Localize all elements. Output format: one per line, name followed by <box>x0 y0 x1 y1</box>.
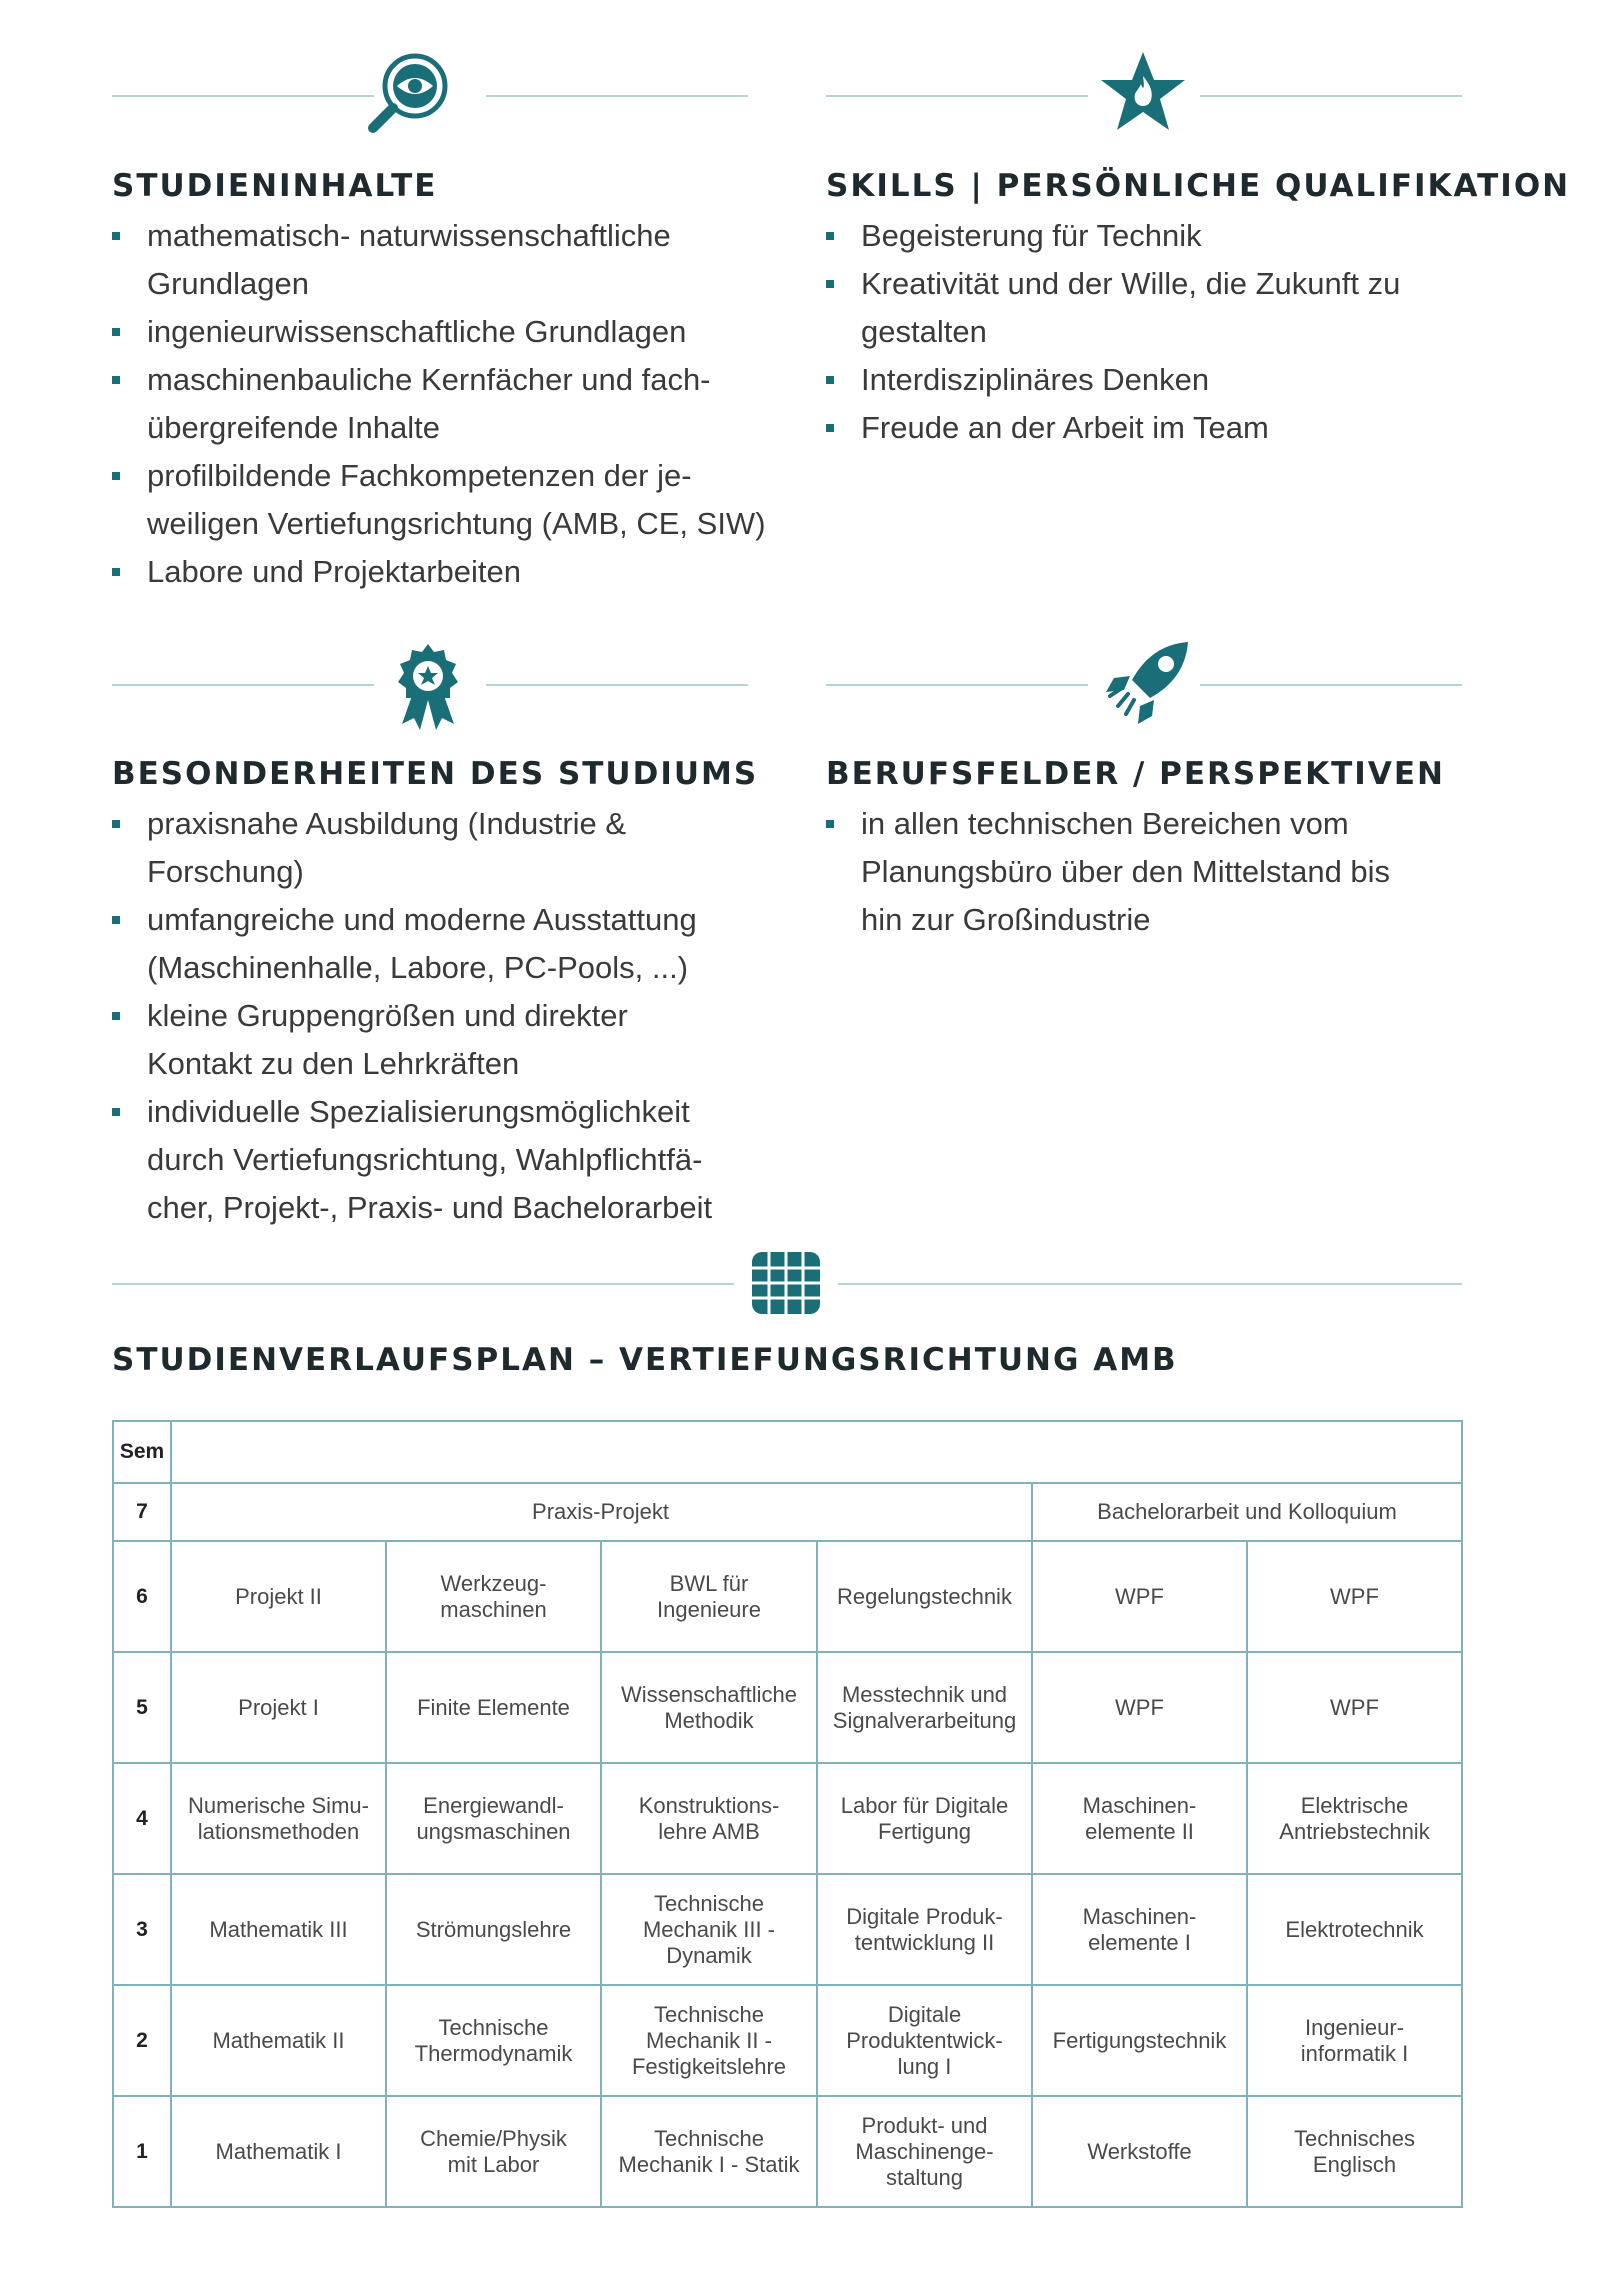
course-cell-line: Maschinenge- <box>855 2138 994 2164</box>
course-cell-line: Englisch <box>1312 2151 1397 2177</box>
course-cell-line: Mechanik III - <box>642 1916 776 1942</box>
skills-list-item-line: gestalten <box>861 314 987 349</box>
skills-list <box>826 212 1466 452</box>
studieninhalte-list-item <box>112 356 792 452</box>
course-cell-line: Produktentwick- <box>846 2027 1003 2053</box>
besonderheiten-title: BESONDERHEITEN DES STUDIUMS <box>112 756 759 792</box>
skills-list-item-line: Begeisterung für Technik <box>861 218 1202 253</box>
course-cell-line: Finite Elemente <box>417 1694 570 1720</box>
course-cell <box>601 1874 817 1985</box>
studieninhalte-title: STUDIENINHALTE <box>112 168 438 204</box>
course-cell-line: elemente I <box>1088 1929 1191 1955</box>
course-cell-line: Strömungslehre <box>415 1916 572 1942</box>
divider-besonderheiten-right <box>486 684 748 686</box>
divider-berufsfelder-left <box>826 684 1088 686</box>
course-cell <box>386 1763 601 1874</box>
besonderheiten-list-item-line: individuelle Spezialisierungsmöglichkeit <box>147 1094 690 1129</box>
divider-plan-left <box>112 1283 734 1285</box>
course-cell <box>171 1541 386 1652</box>
course-cell <box>817 1541 1032 1652</box>
sem-number: 2 <box>113 1985 171 2096</box>
course-cell <box>1032 1874 1247 1985</box>
course-cell-line: staltung <box>885 2164 964 2190</box>
plan-header-row <box>113 1421 1462 1483</box>
course-cell <box>601 1763 817 1874</box>
course-cell <box>601 1541 817 1652</box>
course-cell-line: Mathematik II <box>212 2027 345 2053</box>
course-cell <box>1032 1763 1247 1874</box>
course-cell-line: ungsmaschinen <box>416 1818 571 1844</box>
plan-row <box>113 1874 1462 1985</box>
course-cell-line: Regelungstechnik <box>837 1583 1012 1609</box>
sem-number: 4 <box>113 1763 171 1874</box>
course-cell-line: Technische <box>653 1890 765 1916</box>
course-cell-line: mit Labor <box>447 2151 540 2177</box>
divider-skills-left <box>826 95 1088 97</box>
course-cell <box>817 1652 1032 1763</box>
course-cell <box>386 1652 601 1763</box>
studieninhalte-list-item <box>112 452 792 548</box>
studieninhalte-list-item-line: Labore und Projektarbeiten <box>147 554 521 589</box>
plan-row <box>113 1985 1462 2096</box>
berufsfelder-list-item-line: hin zur Großindustrie <box>861 902 1151 937</box>
divider-studieninhalte-left <box>112 95 374 97</box>
skills-list-item <box>826 404 1466 452</box>
course-cell <box>1247 1652 1462 1763</box>
course-cell <box>817 1763 1032 1874</box>
course-cell-line: Elektrotechnik <box>1285 1916 1424 1942</box>
studieninhalte-list <box>112 212 792 596</box>
course-cell-line: Elektrische <box>1300 1792 1409 1818</box>
award-rosette-icon <box>380 638 476 734</box>
course-cell-line: Messtechnik und <box>841 1681 1008 1707</box>
divider-studieninhalte-right <box>486 95 748 97</box>
course-cell <box>817 1985 1032 2096</box>
rocket-icon <box>1100 636 1196 732</box>
course-cell <box>171 1652 386 1763</box>
course-cell-line: Signalverarbeitung <box>832 1707 1017 1733</box>
skills-list-item <box>826 260 1466 356</box>
course-cell <box>1032 1985 1247 2096</box>
studieninhalte-list-item <box>112 308 792 356</box>
course-cell-line: Werkstoffe <box>1087 2138 1192 2164</box>
course-cell-line: Technische <box>438 2014 549 2040</box>
berufsfelder-list-item-line: Planungsbüro über den Mittelstand bis <box>861 854 1391 889</box>
course-cell-line: BWL für <box>669 1570 749 1596</box>
besonderheiten-list <box>112 800 792 1232</box>
plan-row <box>113 1763 1462 1874</box>
star-flame-icon <box>1095 46 1191 142</box>
course-cell-line: Ingenieur- <box>1304 2014 1405 2040</box>
studieninhalte-list-item-line: weiligen Vertiefungsrichtung (AMB, CE, SIW) <box>147 506 766 541</box>
studieninhalte-list-item <box>112 548 792 596</box>
plan-row <box>113 1652 1462 1763</box>
studieninhalte-list-item-line: maschinenbauliche Kernfächer und fach- <box>147 362 711 397</box>
course-cell-line: Digitale <box>887 2001 962 2027</box>
course-cell-line: elemente II <box>1085 1818 1194 1844</box>
course-cell-line: Technisches <box>1293 2125 1416 2151</box>
divider-skills-right <box>1200 95 1462 97</box>
course-cell-line: Technische <box>653 2125 765 2151</box>
course-cell <box>1247 1874 1462 1985</box>
course-cell <box>601 1985 817 2096</box>
course-cell-line: Fertigungstechnik <box>1052 2027 1227 2053</box>
plan-row <box>113 2096 1462 2207</box>
course-cell-line: Mathematik I <box>215 2138 342 2164</box>
course-cell <box>817 2096 1032 2207</box>
course-cell-line: lationsmethoden <box>197 1818 360 1844</box>
divider-berufsfelder-right <box>1200 684 1462 686</box>
course-cell-line: Mechanik I - Statik <box>618 2151 800 2177</box>
course-cell-line: WPF <box>1330 1694 1379 1720</box>
course-cell-line: informatik I <box>1300 2040 1409 2066</box>
skills-title: SKILLS | PERSÖNLICHE QUALIFIKATION <box>826 168 1571 204</box>
course-cell-line: Thermodynamik <box>414 2040 573 2066</box>
sem-number: 6 <box>113 1541 171 1652</box>
course-cell <box>1247 1763 1462 1874</box>
sem-header: Sem <box>113 1421 171 1483</box>
besonderheiten-list-item-line: cher, Projekt-, Praxis- und Bachelorarbeit <box>147 1190 713 1225</box>
course-cell-line: tentwicklung II <box>854 1929 995 1955</box>
divider-besonderheiten-left <box>112 684 374 686</box>
studieninhalte-list-item-line: Grundlagen <box>147 266 310 301</box>
studieninhalte-list-item-line: mathematisch- naturwissenschaftliche <box>147 218 671 253</box>
studieninhalte-list-item-line: profilbildende Fachkompetenzen der je- <box>147 458 692 493</box>
course-cell <box>171 2096 386 2207</box>
skills-list-item-line: Freude an der Arbeit im Team <box>861 410 1269 445</box>
skills-list-item-line: Kreativität und der Wille, die Zukunft zu <box>861 266 1401 301</box>
skills-list-item <box>826 212 1466 260</box>
course-cell <box>386 2096 601 2207</box>
course-cell-line: Wissenschaftliche <box>620 1681 798 1707</box>
course-cell-line: lung I <box>897 2053 952 2079</box>
course-cell-line: WPF <box>1115 1583 1164 1609</box>
besonderheiten-list-item <box>112 992 792 1088</box>
course-cell <box>601 2096 817 2207</box>
course-cell <box>601 1652 817 1763</box>
plan-row <box>113 1541 1462 1652</box>
berufsfelder-list-item-line: in allen technischen Bereichen vom <box>861 806 1349 841</box>
sem-number: 3 <box>113 1874 171 1985</box>
course-cell <box>1247 2096 1462 2207</box>
besonderheiten-list-item-line: Kontakt zu den Lehrkräften <box>147 1046 520 1081</box>
course-cell-line: Dynamik <box>666 1942 752 1968</box>
skills-list-item <box>826 356 1466 404</box>
course-cell-line: Mathematik III <box>209 1916 348 1942</box>
course-cell-line: Maschinen- <box>1082 1792 1197 1818</box>
course-cell-line: Projekt I <box>238 1694 319 1720</box>
course-cell <box>171 1985 386 2096</box>
berufsfelder-list-item <box>826 800 1466 944</box>
course-cell-line: Produkt- und <box>861 2112 988 2138</box>
course-cell <box>1032 1541 1247 1652</box>
besonderheiten-list-item-line: kleine Gruppengrößen und direkter <box>147 998 628 1033</box>
besonderheiten-list-item <box>112 896 792 992</box>
besonderheiten-list-item-line: praxisnahe Ausbildung (Industrie & <box>147 806 627 841</box>
course-cell-line: Methodik <box>664 1707 754 1733</box>
course-cell-line: Chemie/Physik <box>420 2125 567 2151</box>
besonderheiten-list-item <box>112 1088 792 1232</box>
course-cell-line: Festigkeitslehre <box>631 2053 787 2079</box>
course-cell <box>171 1763 386 1874</box>
magnifier-eye-icon <box>359 46 455 142</box>
sem-number: 1 <box>113 2096 171 2207</box>
course-cell <box>1247 1541 1462 1652</box>
sem-number: 5 <box>113 1652 171 1763</box>
studieninhalte-list-item <box>112 212 792 308</box>
plan-header-empty <box>171 1421 1462 1483</box>
plan-title: STUDIENVERLAUFSPLAN – VERTIEFUNGSRICHTUNG AMB <box>112 1342 1178 1378</box>
besonderheiten-list-item <box>112 800 792 896</box>
course-cell-line: maschinen <box>440 1596 547 1622</box>
course-cell-line: Labor für Digitale <box>840 1792 1009 1818</box>
course-cell-line: lehre AMB <box>658 1818 760 1844</box>
divider-plan-right <box>838 1283 1462 1285</box>
course-cell <box>1032 2096 1247 2207</box>
besonderheiten-list-item-line: (Maschinenhalle, Labore, PC-Pools, ...) <box>147 950 689 985</box>
skills-list-item-line: Interdisziplinäres Denken <box>861 362 1210 397</box>
course-cell <box>1032 1652 1247 1763</box>
course-cell-line: Mechanik II - <box>646 2027 772 2053</box>
berufsfelder-title: BERUFSFELDER / PERSPEKTIVEN <box>826 756 1445 792</box>
course-cell-line: Digitale Produk- <box>846 1903 1003 1929</box>
plan-cell-praxis-projekt: Praxis-Projekt <box>171 1483 1032 1541</box>
course-cell-line: Technische <box>653 2001 765 2027</box>
course-cell-line: Numerische Simu- <box>188 1792 369 1818</box>
course-cell-line: Energiewandl- <box>423 1792 564 1818</box>
course-cell-line: Antriebstechnik <box>1279 1818 1430 1844</box>
plan-row-sem7 <box>113 1483 1462 1541</box>
course-cell <box>386 1541 601 1652</box>
besonderheiten-list-item-line: umfangreiche und moderne Ausstattung <box>147 902 697 937</box>
study-plan-table <box>112 1420 1463 2208</box>
studieninhalte-list-item-line: übergreifende Inhalte <box>147 410 441 445</box>
course-cell-line: Ingenieure <box>657 1596 761 1622</box>
studieninhalte-list-item-line: ingenieurwissenschaftliche Grundlagen <box>147 314 687 349</box>
besonderheiten-list-item-line: Forschung) <box>147 854 304 889</box>
course-cell <box>171 1874 386 1985</box>
course-cell-line: Fertigung <box>878 1818 971 1844</box>
course-cell <box>1247 1985 1462 2096</box>
course-cell <box>817 1874 1032 1985</box>
course-cell-line: WPF <box>1115 1694 1164 1720</box>
course-cell-line: Werkzeug- <box>440 1570 547 1596</box>
course-cell-line: Konstruktions- <box>638 1792 780 1818</box>
besonderheiten-list-item-line: durch Vertiefungsrichtung, Wahlpflichtfä- <box>147 1142 703 1177</box>
course-cell-line: Projekt II <box>235 1583 322 1609</box>
plan-cell-bachelorarbeit: Bachelorarbeit und Kolloquium <box>1032 1483 1462 1541</box>
grid-table-icon <box>752 1252 820 1314</box>
course-cell-line: Maschinen- <box>1082 1903 1197 1929</box>
course-cell <box>386 1874 601 1985</box>
course-cell-line: WPF <box>1330 1583 1379 1609</box>
sem-number: 7 <box>113 1483 171 1541</box>
berufsfelder-list <box>826 800 1466 944</box>
course-cell <box>386 1985 601 2096</box>
